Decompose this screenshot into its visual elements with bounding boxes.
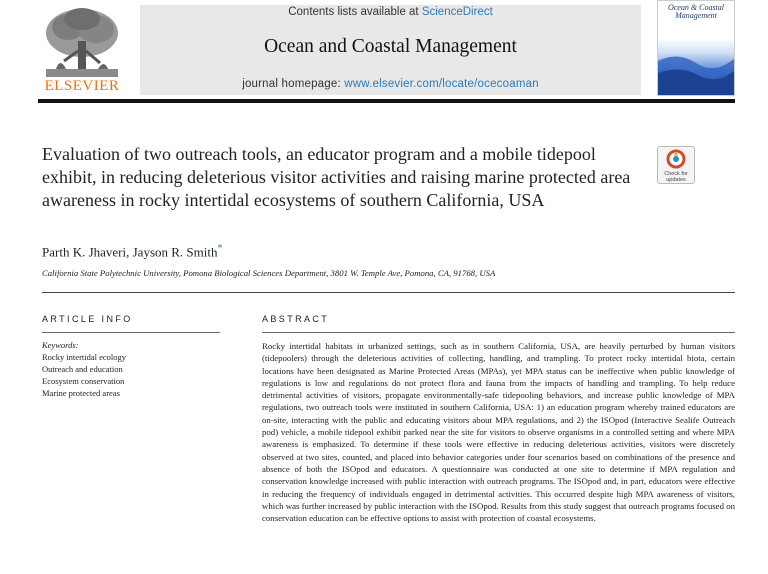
abstract-rule <box>262 332 735 333</box>
cover-title: Ocean & Coastal Management <box>668 3 724 20</box>
sciencedirect-link[interactable]: ScienceDirect <box>421 6 493 18</box>
homepage-prefix: journal homepage: <box>242 78 345 90</box>
keyword-item: Ecosystem conservation <box>42 376 125 386</box>
article-info-rule <box>42 332 220 333</box>
keyword-item: Outreach and education <box>42 364 123 374</box>
article-title: Evaluation of two outreach tools, an educator program and a mobile tidepool exhibit, in reducing deleterious visitor activities and raising marine protected area awareness in rocky intertidal ecosystems of southern California, USA <box>42 144 631 210</box>
title-rule <box>42 292 735 293</box>
journal-cover-thumbnail[interactable] <box>657 0 735 96</box>
check-updates-label: Check for updates <box>664 171 688 183</box>
abstract-text: Rocky intertidal habitats in urbanized settings, such as in southern California, USA, are heavily perturbed by human visitors (tidepoolers) through the deleterious activities of collecting, handling, and trampling. To protect rocky intertidal biota, certain locations have been designated as Marine Protected Areas (MPAs), yet MPA status can be ineffective when public knowledge of regulations is low and regulations do not protect flora and fauna from the impacts of handling and trampling. To help reduce detrimental activities of visitors, propagate environmentally-safe tidepooling behaviors, and increase public knowledge of MPA regulations, two outreach tools were instituted in southern California, USA: 1) an education program whereby trained educators are on-site, interacting with the public and educating visitors about MPA regulations, and 2) the ISOpod (Interactive Sealife Outreach pod) vehicle, a mobile tidepool exhibit parked near the site for visitors to observe organisms in a controlled setting and where MPA awareness is emphasized. To determine if these tools were effective in reducing deleterious activities, visitors were discretely observed at two sites, counted, and placed into behavior categories under four scenarios based on combinations of the presence and absence of both the ISOpod and educators. A questionnaire was conducted at one site to determine if MPA regulation and conservation knowledge increased with public interaction with outreach programs. The ISOpod and, in part, educators were effective in reducing the frequency of individuals engaged in detrimental activities. This occurred despite high MPA awareness of visitors, which was further increased by public interaction with the ISOpod. Results from this study suggest that outreach programs focused on conservation education can be effective options to assist with protection of coastal ecosystems. <box>262 341 735 524</box>
keyword-item: Marine protected areas <box>42 388 120 398</box>
check-updates-icon <box>658 147 694 171</box>
article-info-heading: ARTICLE INFO <box>42 314 133 324</box>
journal-homepage-line <box>140 78 641 90</box>
journal-homepage-link[interactable]: www.elsevier.com/locate/ocecoaman <box>344 78 539 90</box>
tree-logo-icon <box>38 5 126 79</box>
authors: Parth K. Jhaveri, Jayson R. Smith <box>42 244 218 260</box>
affiliation: California State Polytechnic University, Pomona Biological Sciences Department, 3801 W. Temple Ave, Pomona, CA, 91768, USA <box>42 268 496 278</box>
cover-wave-icon <box>658 1 734 95</box>
publisher-wordmark[interactable]: ELSEVIER <box>44 78 120 94</box>
contents-availability-line <box>140 6 641 18</box>
abstract-heading: ABSTRACT <box>262 314 330 324</box>
keyword-item: Rocky intertidal ecology <box>42 352 127 362</box>
contents-prefix: Contents lists available at <box>288 6 422 18</box>
keywords-label: Keywords: <box>42 340 79 350</box>
keywords-list <box>42 351 126 399</box>
corresponding-author-mark[interactable]: * <box>217 243 223 254</box>
authors-line <box>42 243 223 260</box>
header-rule <box>38 99 735 103</box>
check-for-updates-button[interactable] <box>657 146 695 184</box>
journal-name: Ocean and Coastal Management <box>264 36 517 57</box>
